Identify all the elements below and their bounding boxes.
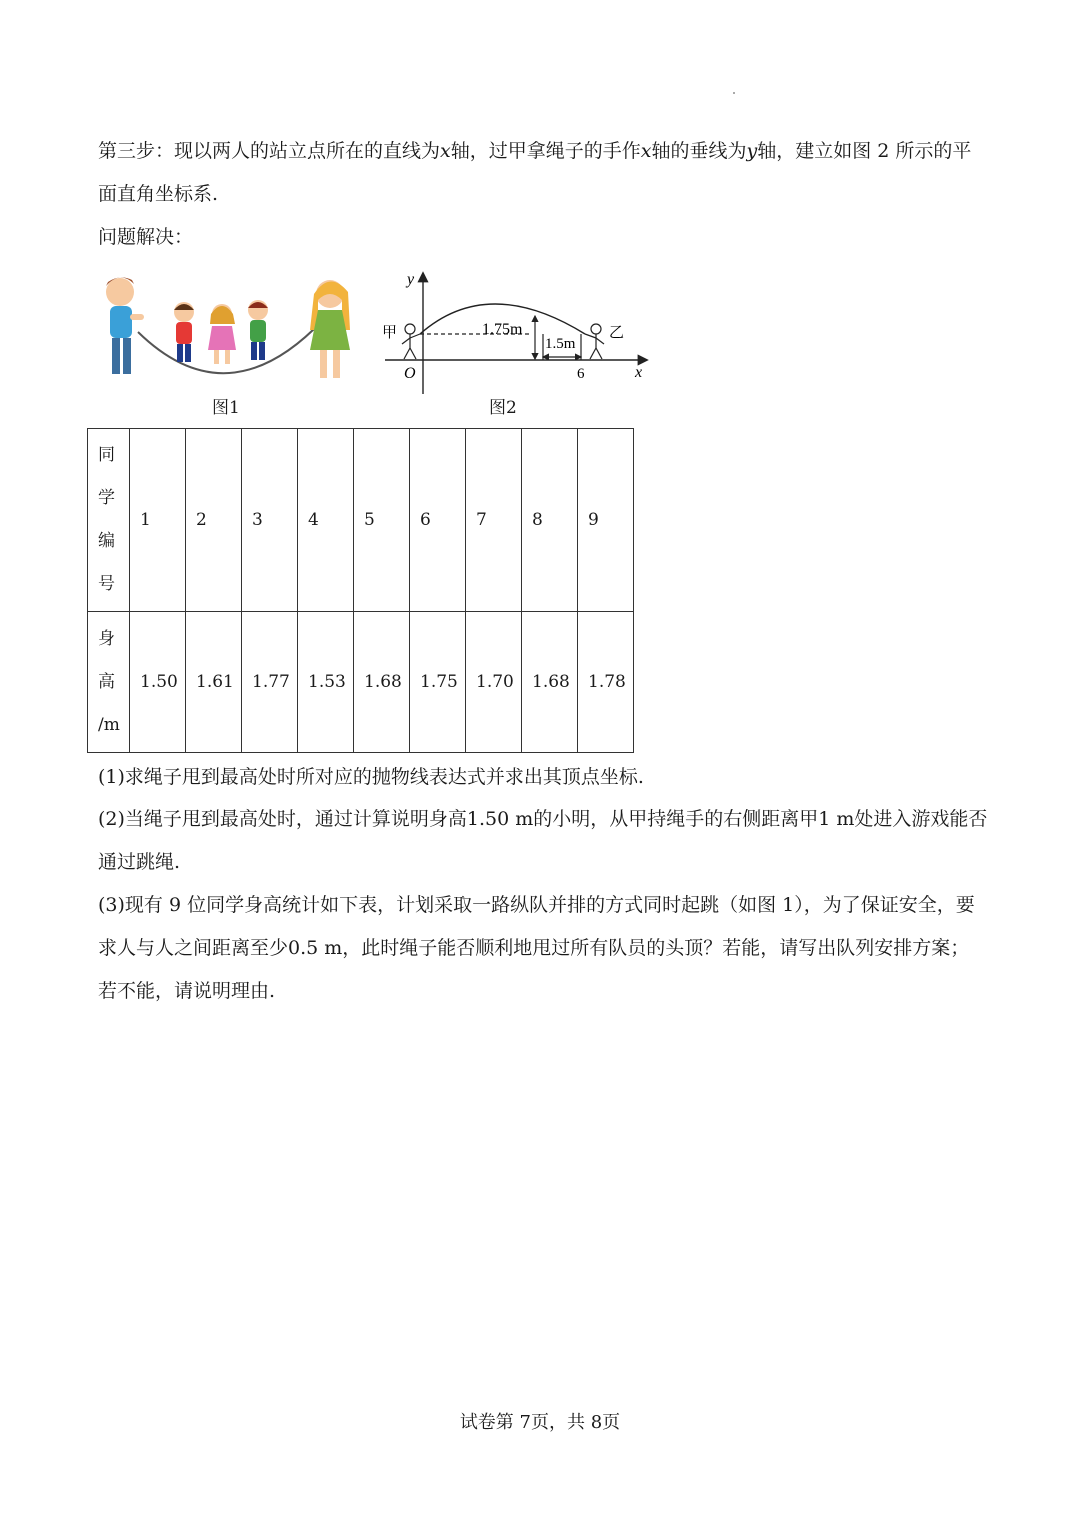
figure1-caption: 图1 xyxy=(212,398,240,418)
step3-paragraph: 第三步：现以两人的站立点所在的直线为x轴，过甲拿绳子的手作x轴的垂线为y轴，建立如图 2 所示的平面直角坐标系. xyxy=(98,140,972,205)
table-cell: 8 xyxy=(522,429,578,612)
question-3: (3)现有 9 位同学身高统计如下表，计划采取一路纵队并排的方式同时起跳（如图 1），为了保证安全，要求人与人之间距离至少0.5 m，此时绳子能否顺利地甩过所有队员的头顶？若能，请写出队列安排方案；若不能，请说明理由. xyxy=(98,894,975,1002)
table-cell: 1.68 xyxy=(354,612,410,753)
table-cell: 2 xyxy=(186,429,242,612)
table-cell: 5 xyxy=(354,429,410,612)
person-jia-figure xyxy=(402,324,420,359)
kid-3-figure xyxy=(248,300,268,360)
table-cell: 1.68 xyxy=(522,612,578,753)
person-yi-figure xyxy=(585,324,604,359)
question-2: (2)当绳子甩到最高处时，通过计算说明身高1.50 m的小明，从甲持绳手的右侧距离甲1 m处进入游戏能否通过跳绳. xyxy=(98,808,988,873)
height-175-label: 1.75m xyxy=(482,321,523,338)
distance-15-label: 1.5m xyxy=(545,336,576,352)
row2-header-cell: 身 高 /m xyxy=(88,612,130,753)
figure2-coordinate-diagram xyxy=(380,262,655,397)
table-row-height xyxy=(88,612,634,753)
table-cell: 1.78 xyxy=(578,612,634,753)
solve-heading: 问题解决： xyxy=(98,226,194,248)
table-cell: 1.53 xyxy=(298,612,354,753)
girl-holding-rope-figure xyxy=(310,280,350,378)
y-axis-label: y xyxy=(407,271,415,288)
table-cell: 1.77 xyxy=(242,612,298,753)
table-cell: 3 xyxy=(242,429,298,612)
table-cell: 1.61 xyxy=(186,612,242,753)
table-cell: 1.70 xyxy=(466,612,522,753)
table-cell: 9 xyxy=(578,429,634,612)
table-cell: 7 xyxy=(466,429,522,612)
kid-2-figure xyxy=(208,304,236,364)
student-height-table xyxy=(87,428,634,753)
scan-speck xyxy=(733,92,735,94)
figure2-caption: 图2 xyxy=(489,398,517,418)
question-1: (1)求绳子甩到最高处时所对应的抛物线表达式并求出其顶点坐标. xyxy=(98,766,644,788)
page-footer: 试卷第 7页，共 8页 xyxy=(459,1412,621,1433)
kid-1-figure xyxy=(174,302,194,362)
label-jia: 甲 xyxy=(382,325,398,341)
table-cell: 1.75 xyxy=(410,612,466,753)
x-axis-label: x xyxy=(635,364,643,381)
table-cell: 4 xyxy=(298,429,354,612)
row1-header-cell: 同 学 编 号 xyxy=(88,429,130,612)
x-six-label: 6 xyxy=(577,366,585,382)
table-cell: 6 xyxy=(410,429,466,612)
table-cell: 1 xyxy=(130,429,186,612)
table-cell: 1.50 xyxy=(130,612,186,753)
origin-label: O xyxy=(404,365,416,382)
label-yi: 乙 xyxy=(609,325,625,341)
figure1-jump-rope-illustration xyxy=(98,270,360,390)
boy-holding-rope-figure xyxy=(106,277,144,374)
table-row-student-number xyxy=(88,429,634,612)
